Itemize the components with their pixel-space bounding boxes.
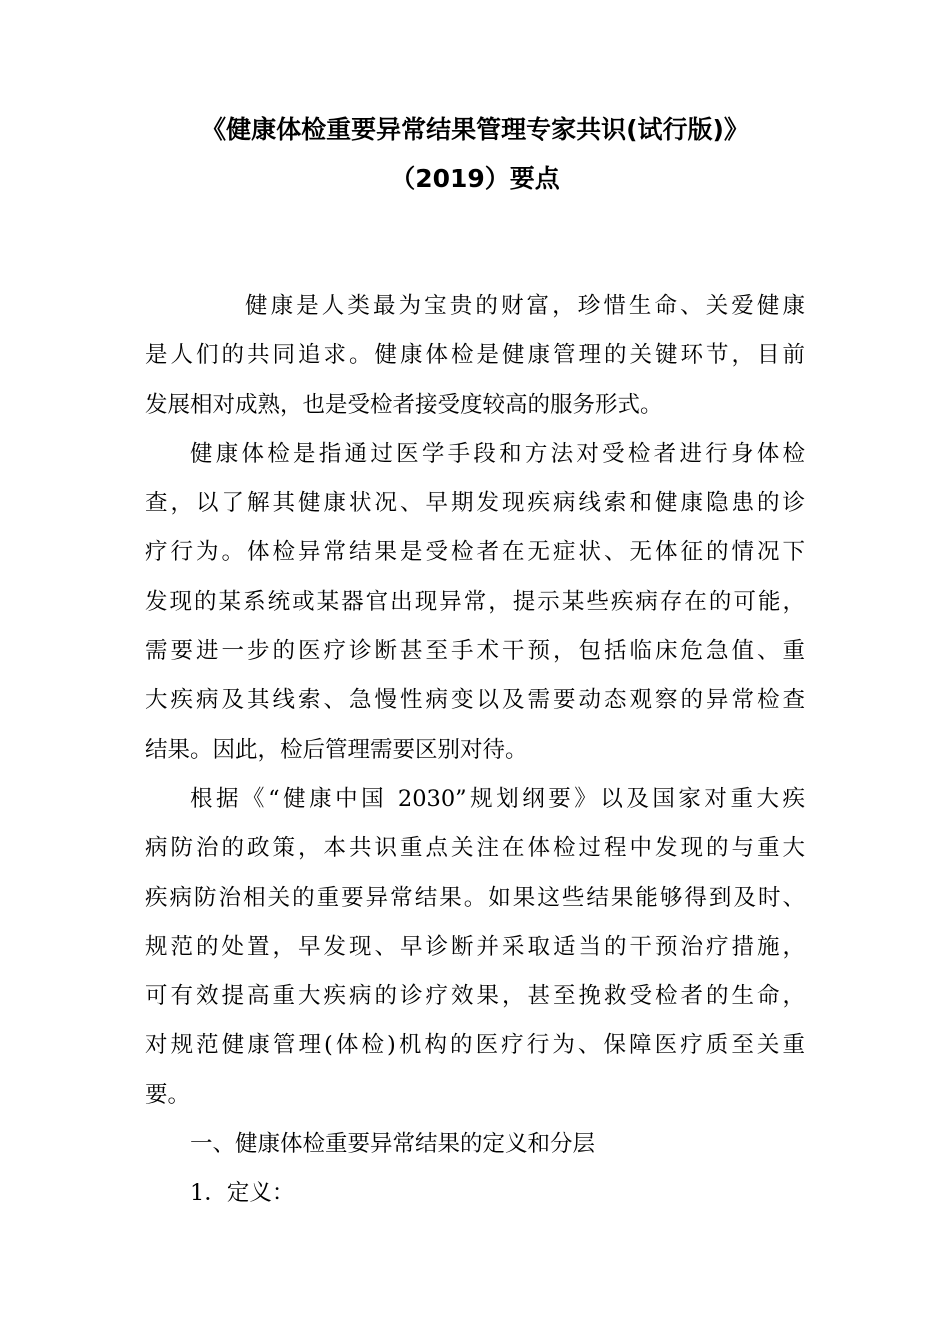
paragraph3-line3: 疾病防治相关的重要异常结果。如果这些结果能够得到及时、: [145, 884, 805, 911]
paragraph2-line2: 查，以了解其健康状况、早期发现疾病线索和健康隐患的诊: [145, 490, 805, 517]
paragraph2-line3: 疗行为。体检异常结果是受检者在无症状、无体征的情况下: [145, 539, 805, 566]
paragraph3-line2: 病防治的政策，本共识重点关注在体检过程中发现的与重大: [145, 835, 805, 862]
paragraph2-line7: 结果。因此，检后管理需要区别对待。: [145, 736, 528, 763]
paragraph3-line6: 对规范健康管理(体检)机构的医疗行为、保障医疗质至关重: [145, 1032, 805, 1059]
paragraph3-line7: 要。: [145, 1081, 191, 1108]
paragraph1-line1: 健康是人类最为宝贵的财富，珍惜生命、关爱健康: [245, 293, 805, 319]
document-title-line1: 《健康体检重要异常结果管理专家共识(试行版)》: [201, 115, 749, 144]
paragraph2-line6: 大疾病及其线索、急慢性病变以及需要动态观察的异常检查: [145, 687, 805, 714]
document-title-line2: （2019）要点: [390, 164, 560, 193]
paragraph2-line5: 需要进一步的医疗诊断甚至手术干预，包括临床危急值、重: [145, 638, 805, 665]
paragraph3-line4: 规范的处置，早发现、早诊断并采取适当的干预治疗措施，: [145, 933, 805, 960]
paragraph1-line2: 是人们的共同追求。健康体检是健康管理的关键环节，目前: [145, 342, 805, 369]
paragraph3-line1: 根据《“健康中国 2030”规划纲要》以及国家对重大疾: [190, 785, 805, 812]
paragraph1-line3: 发展相对成熟，也是受检者接受度较高的服务形式。: [145, 391, 663, 418]
subsection-heading: 1．定义：: [190, 1180, 295, 1207]
paragraph2-line4: 发现的某系统或某器官出现异常，提示某些疾病存在的可能，: [145, 588, 805, 615]
paragraph3-line5: 可有效提高重大疾病的诊疗效果，甚至挽救受检者的生命，: [145, 983, 805, 1010]
document-body: [145, 282, 805, 1219]
paragraph2-line1: 健康体检是指通过医学手段和方法对受检者进行身体检: [190, 440, 805, 467]
section-heading: 一、健康体检重要异常结果的定义和分层: [190, 1131, 596, 1158]
